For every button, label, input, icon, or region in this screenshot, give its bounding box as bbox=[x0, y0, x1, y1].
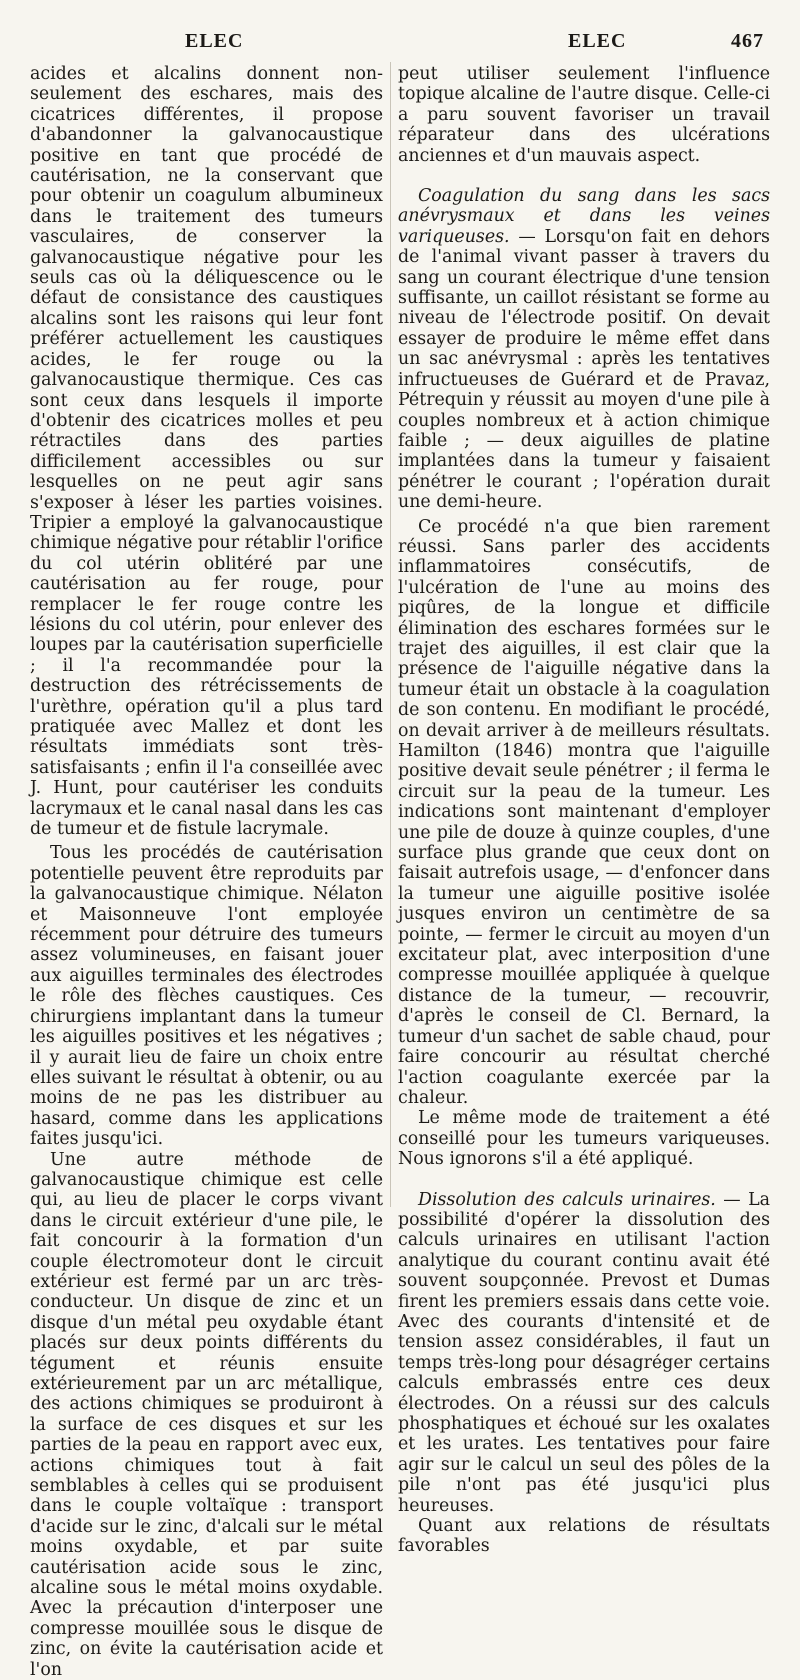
section-heading-calculs: Dissolution des calculs urinaires. bbox=[418, 1189, 716, 1210]
left-paragraph-1: acides et alcalins donnent non-seulement des eschares, mais des cicatrices différentes, il propose d'abandonner la galvanocaustique positive en tant que procédé de cautérisation, ne la conservant que pour obtenir un coagulum albumineux dans le traitement des tumeurs vasculaires, de conserver la galvanocaustique négative pour les seuls cas où la déliquescence ou le défaut de consistance des caustiques alcalins sont les raisons qui leur font préférer actuellement les caustiques acides, le fer rouge ou la galvanocaustique thermique. Ces cas sont ceux dans lesquels il importe d'obtenir des cicatrices molles et peu rétractiles dans des parties difficilement accessibles ou sur lesquelles on ne peut agir sans s'exposer à léser les parties voisines. Tripier a employé la galvanocaustique chimique négative pour rétablir l'orifice du col utérin oblitéré par une cautérisation au fer rouge, pour remplacer le fer rouge contre les lésions du col utérin, pour enlever des loupes par la cautérisation superficielle ; il l'a recommandée pour la destruction des rétrécissements de l'urèthre, opération qu'il a plus tard pratiquée avec Mallez et dont les résultats immédiats sont très-satisfaisants ; enfin il l'a conseillée avec J. Hunt, pour cautériser les conduits lacrymaux et le canal nasal dans les cas de tumeur et de fistule lacrymale. bbox=[30, 64, 383, 840]
page-number: 467 bbox=[731, 30, 764, 52]
right-paragraph-1: peut utiliser seulement l'influence topique alcaline de l'autre disque. Celle-ci a paru souvent favoriser un travail réparateur dans des ulcérations anciennes et d'un mauvais aspect. bbox=[398, 64, 770, 166]
right-paragraph-6: Quant aux relations de résultats favorables bbox=[398, 1516, 770, 1557]
right-running-title: ELEC bbox=[568, 30, 627, 52]
right-paragraph-2 bbox=[398, 186, 770, 513]
right-column bbox=[398, 64, 770, 1557]
section-body-calculs: — La possibilité d'opérer la dissolution des calculs urinaires en utilisant l'action analytique du courant continu avait été souvent soupçonnée. Prevost et Dumas firent les premiers essais dans cette voie. Avec des courants d'intensité et de tension assez considérables, il faut un temps très-long pour désagréger certains calculs embrassés entre ces deux électrodes. On a réussi sur des calculs phosphatiques et échoué sur les oxalates et les urates. Les tentatives pour faire agir sur le calcul un seul des pôles de la pile n'ont pas été jusqu'ici plus heureuses. bbox=[398, 1189, 770, 1516]
right-paragraph-5 bbox=[398, 1190, 770, 1517]
left-column bbox=[30, 64, 383, 1680]
left-paragraph-2: Tous les procédés de cautérisation potentielle peuvent être reproduits par la galvanocaustique chimique. Nélaton et Maisonneuve l'ont employée récemment pour détruire des tumeurs assez volumineuses, en faisant jouer aux aiguilles terminales des électrodes le rôle des flèches caustiques. Ces chirurgiens implantant dans la tumeur les aiguilles positives et les négatives ; il y aurait lieu de faire un choix entre elles suivant le résultat à obtenir, ou au moins de ne pas les distribuer au hasard, comme dans les applications faites jusqu'ici. bbox=[30, 843, 383, 1150]
running-header bbox=[30, 30, 770, 58]
column-divider bbox=[390, 62, 391, 1207]
section-body-coagulation: — Lorsqu'on fait en dehors de l'animal vivant passer à travers du sang un courant électrique d'une tension suffisante, un caillot résistant se forme au niveau de l'électrode positif. On devait essayer de produire le même effet dans un sac anévrysmal : après les tentatives infructueuses de Guérard et de Pravaz, Pétrequin y réussit au moyen d'une pile à couples nombreux et à action chimique faible ; — deux aiguilles de platine implantées dans la tumeur y faisaient pénétrer le courant ; l'opération durait une demi-heure. bbox=[398, 226, 770, 513]
right-paragraph-4: Le même mode de traitement a été conseillé pour les tumeurs variqueuses. Nous ignorons s'il a été appliqué. bbox=[398, 1108, 770, 1170]
right-paragraph-3: Ce procédé n'a que bien rarement réussi. Sans parler des accidents inflammatoires consécutifs, de l'ulcération de l'une au moins des piqûres, de la longue et difficile élimination des eschares formées sur le trajet des aiguilles, il est clair que la présence de l'aiguille négative dans la tumeur était un obstacle à la coagulation de son contenu. En modifiant le procédé, on devait arriver à de meilleurs résultats. Hamilton (1846) montra que l'aiguille positive devait seule pénétrer ; il ferma le circuit sur la peau de la tumeur. Les indications sont maintenant d'employer une pile de douze à quinze couples, d'une surface plus grande que ceux dont on faisait autrefois usage, — d'enfoncer dans la tumeur une aiguille positive isolée jusques environ un centimètre de sa pointe, — fermer le circuit au moyen d'un excitateur plat, avec interposition d'une compresse mouillée appliquée à quelque distance de la tumeur, — recouvrir, d'après le conseil de Cl. Bernard, la tumeur d'un sachet de sable chaud, pour faire concourir au résultat cherché l'action coagulante exercée par la chaleur. bbox=[398, 516, 770, 1108]
section-heading-coagulation: Coagulation du sang dans les sacs anévrysmaux et dans les veines variqueuses. bbox=[398, 186, 770, 247]
left-running-title: ELEC bbox=[185, 30, 244, 52]
left-paragraph-3: Une autre méthode de galvanocaustique chimique est celle qui, au lieu de placer le corps vivant dans le circuit extérieur d'une pile, le fait concourir à la formation d'un couple électromoteur dont le circuit extérieur est fermé par un arc très-conducteur. Un disque de zinc et un disque d'un métal peu oxydable étant placés sur deux points différents du tégument et réunis ensuite extérieurement par un arc métallique, des actions chimiques se produiront à la surface de ces disques et sur les parties de la peau en rapport avec eux, actions chimiques tout à fait semblables à celles qui se produisent dans le couple voltaïque : transport d'acide sur le zinc, d'alcali sur le métal moins oxydable, et par suite cautérisation acide sous le zinc, alcaline sous le métal moins oxydable. Avec la précaution d'interposer une compresse mouillée sous le disque de zinc, on évite la cautérisation acide et l'on bbox=[30, 1149, 383, 1680]
